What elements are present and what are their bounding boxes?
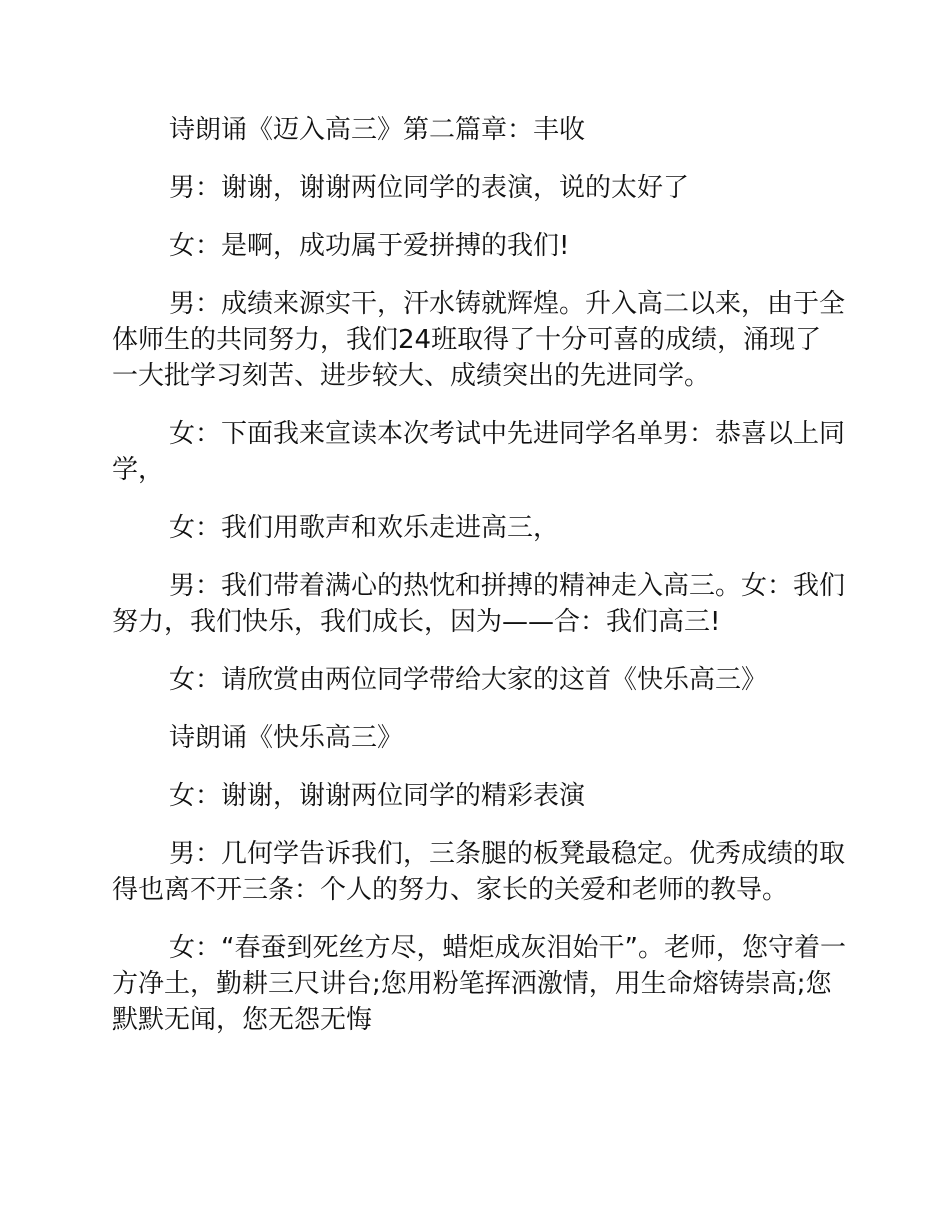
- paragraph-5: 女：下面我来宣读本次考试中先进同学名单男：恭喜以上同学，: [112, 419, 846, 485]
- paragraph-12: 女：“春蚕到死丝方尽，蜡炬成灰泪始干”。老师，您守着一方净土，勤耕三尺讲台;您用粉笔挥洒激情，用生命熔铸崇高;您默默无闻，您无怨无悔: [112, 933, 846, 1035]
- document-body: [112, 112, 847, 1060]
- paragraph-1: 诗朗诵《迈入高三》第二篇章：丰收: [169, 115, 586, 145]
- paragraph-7: 男：我们带着满心的热忱和拼搏的精神走入高三。女：我们努力，我们快乐，我们成长，因为——合：我们高三!: [112, 571, 846, 637]
- paragraph-9: 诗朗诵《快乐高三》: [169, 723, 404, 753]
- paragraph-2: 男：谢谢，谢谢两位同学的表演，说的太好了: [169, 173, 690, 203]
- paragraph-3: 女：是啊，成功属于爱拼搏的我们!: [169, 231, 570, 261]
- paragraph-6: 女：我们用歌声和欢乐走进高三，: [169, 513, 560, 543]
- paragraph-10: 女：谢谢，谢谢两位同学的精彩表演: [169, 781, 586, 811]
- paragraph-11: 男：几何学告诉我们，三条腿的板凳最稳定。优秀成绩的取得也离不开三条：个人的努力、家长的关爱和老师的教导。: [112, 839, 846, 905]
- paragraph-8: 女：请欣赏由两位同学带给大家的这首《快乐高三》: [169, 665, 768, 695]
- paragraph-4: 男：成绩来源实干，汗水铸就辉煌。升入高二以来，由于全体师生的共同努力，我们24班取得了十分可喜的成绩，涌现了一大批学习刻苦、进步较大、成绩突出的先进同学。: [112, 289, 846, 391]
